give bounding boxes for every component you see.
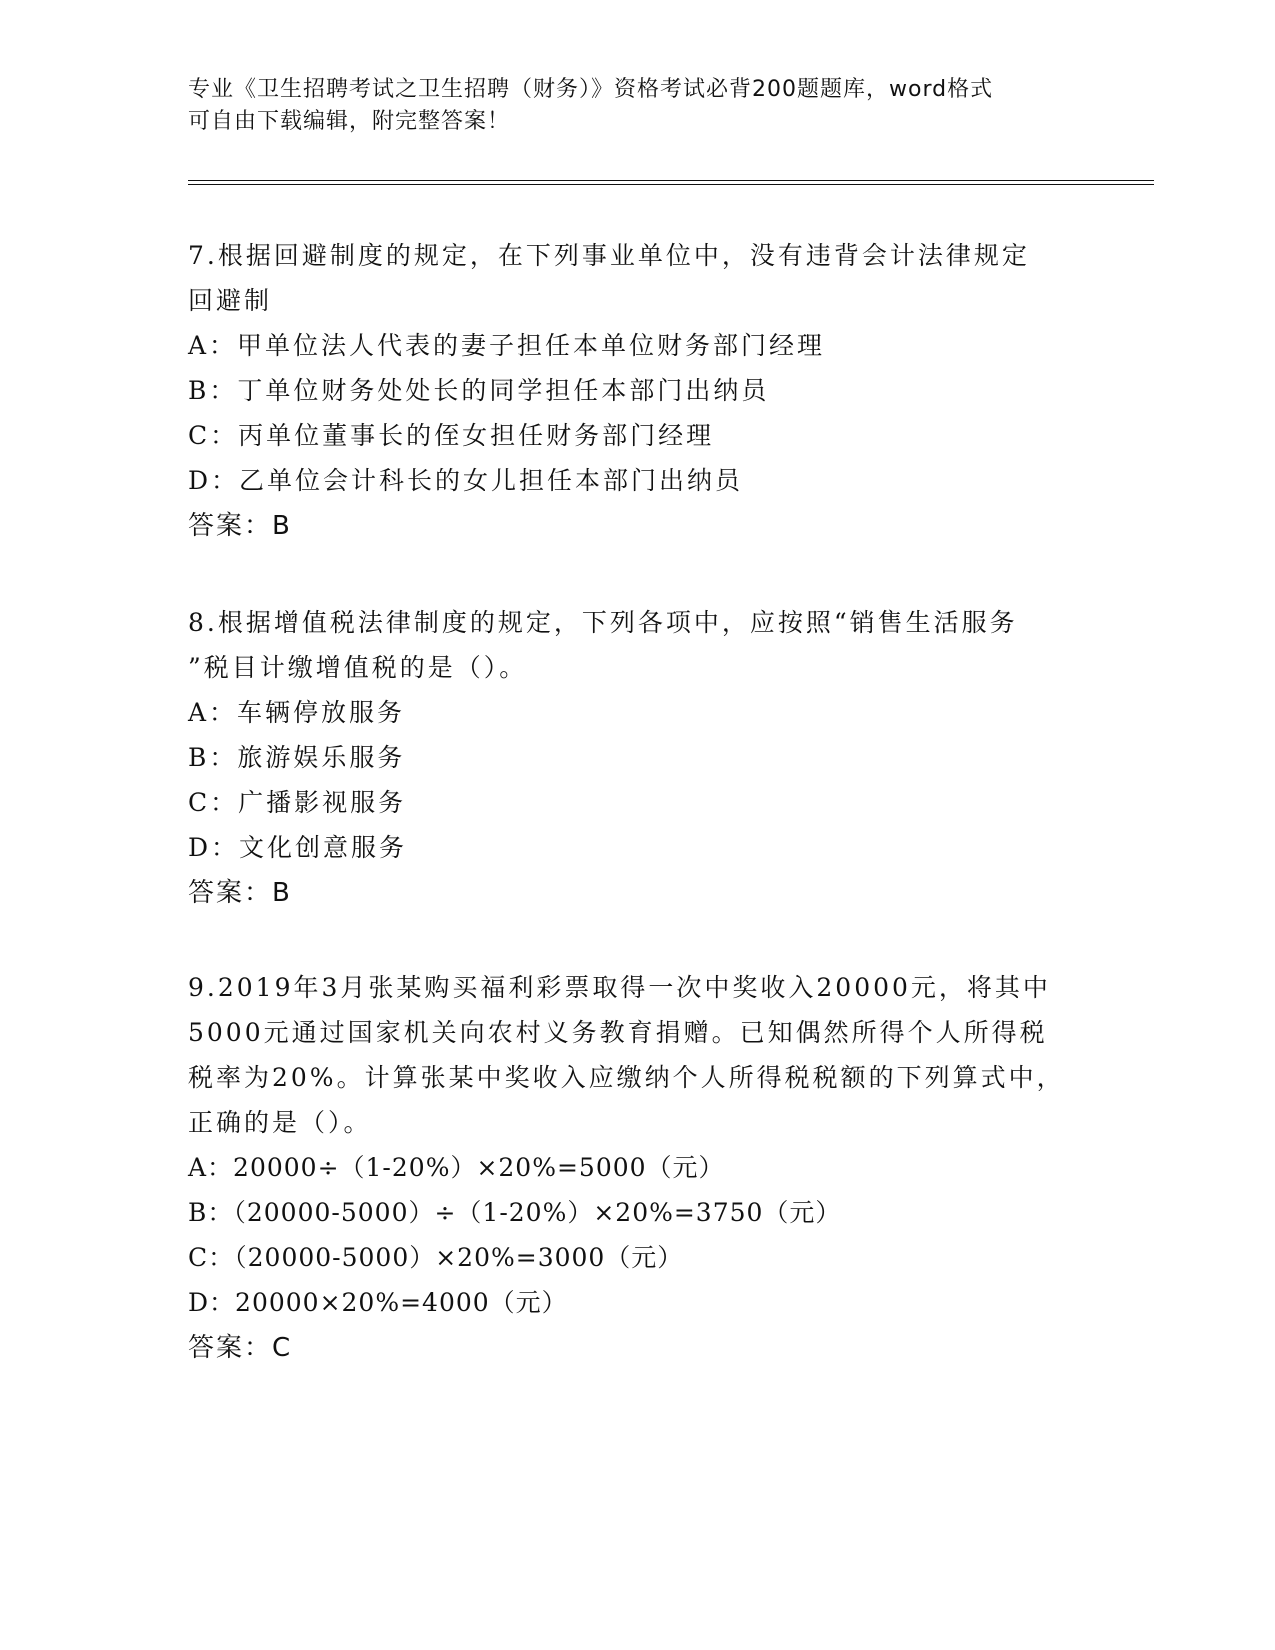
answer-line: 答案：B — [188, 878, 292, 908]
document-header — [188, 74, 1078, 138]
option-d: D：文化创意服务 — [188, 833, 408, 862]
question-stem-line: 税率为20%。计算张某中奖收入应缴纳个人所得税税额的下列算式中， — [188, 1063, 1065, 1092]
answer-line: 答案：B — [188, 511, 292, 541]
header-line-2: 可自由下载编辑，附完整答案！ — [188, 109, 511, 134]
option-d: D：乙单位会计科长的女儿担任本部门出纳员 — [188, 466, 744, 495]
header-line-1: 专业《卫生招聘考试之卫生招聘（财务）》资格考试必背200题题库，word格式 — [188, 77, 994, 102]
option-b: B：旅游娱乐服务 — [188, 743, 406, 772]
question-stem-line: ”税目计缴增值税的是（）。 — [188, 653, 528, 682]
option-a: A：20000÷（1-20%）×20%=5000（元） — [188, 1153, 725, 1182]
question-stem-line: 正确的是（）。 — [188, 1108, 372, 1137]
option-b: B：（20000-5000）÷（1-20%）×20%=3750（元） — [188, 1198, 842, 1227]
question-8 — [188, 600, 1068, 916]
question-stem-line: 9.2019年3月张某购买福利彩票取得一次中奖收入20000元，将其中 — [188, 973, 1051, 1002]
option-c: C：广播影视服务 — [188, 788, 407, 817]
question-7 — [188, 233, 1068, 549]
question-stem-line: 7.根据回避制度的规定，在下列事业单位中，没有违背会计法律规定 — [188, 241, 1030, 270]
question-9 — [188, 965, 1068, 1371]
option-a: A：甲单位法人代表的妻子担任本单位财务部门经理 — [188, 331, 826, 360]
option-c: C：丙单位董事长的侄女担任财务部门经理 — [188, 421, 715, 450]
question-stem-line: 5000元通过国家机关向农村义务教育捐赠。已知偶然所得个人所得税 — [188, 1018, 1048, 1047]
header-divider-top — [188, 180, 1154, 181]
question-stem-line: 回避制 — [188, 286, 273, 315]
option-c: C：（20000-5000）×20%=3000（元） — [188, 1243, 684, 1272]
option-a: A：车辆停放服务 — [188, 698, 406, 727]
question-stem-line: 8.根据增值税法律制度的规定，下列各项中，应按照“销售生活服务 — [188, 608, 1018, 637]
header-divider-bottom — [188, 184, 1154, 185]
answer-line: 答案：C — [188, 1333, 293, 1363]
option-b: B：丁单位财务处处长的同学担任本部门出纳员 — [188, 376, 770, 405]
option-d: D：20000×20%=4000（元） — [188, 1288, 568, 1317]
